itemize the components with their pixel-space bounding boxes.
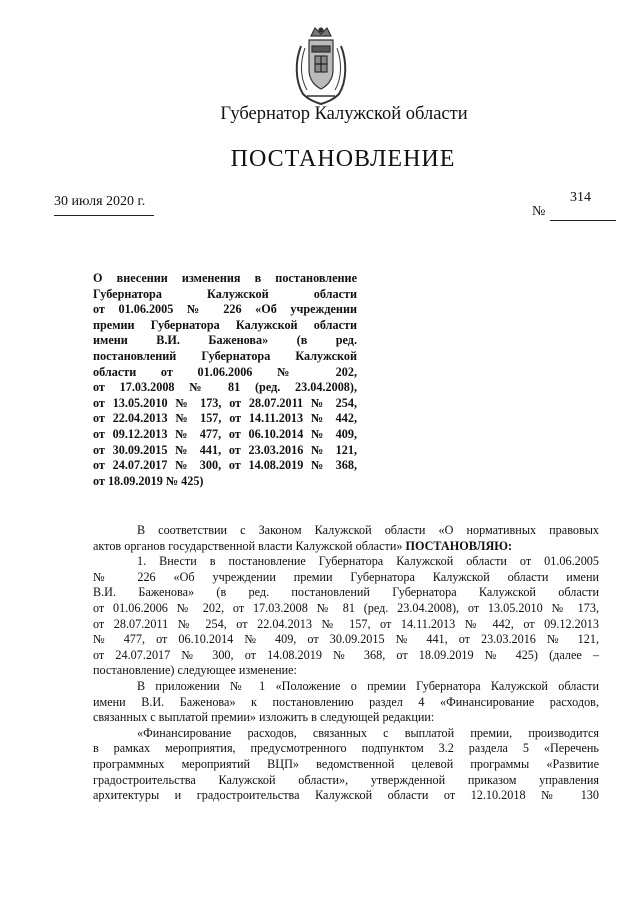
body-line-text: актов органов государственной власти Калужской области» — [93, 538, 403, 553]
subject-line: премии Губернатора Калужской области — [93, 317, 357, 332]
document-date: 30 июля 2020 г. — [54, 194, 146, 209]
document-subject — [93, 271, 357, 489]
subject-line: от 24.07.2017 № 300, от 14.08.2019 № 368, — [93, 458, 357, 473]
subject-line: имени В.И. Баженова» (в ред. — [93, 333, 357, 348]
document-type-title: ПОСТАНОВЛЕНИЕ — [230, 146, 456, 172]
subject-line: от 09.12.2013 № 477, от 06.10.2014 № 409, — [93, 426, 357, 441]
kaluga-coat-of-arms-icon — [293, 26, 349, 106]
body-line: программных мероприятий ВЦП» ведомственной целевой программы «Развитие — [93, 756, 599, 771]
body-line: градостроительства Калужской области», утвержденной приказом управления — [93, 772, 599, 787]
body-line: № 477, от 06.10.2014 № 409, от 30.09.2015 № 441, от 23.03.2016 № 121, — [93, 632, 599, 647]
number-sign: № — [532, 204, 546, 219]
body-line: архитектуры и градостроительства Калужской области от 12.10.2018 № 130 — [93, 788, 599, 803]
subject-line: области от 01.06.2006 № 202, — [93, 364, 357, 379]
body-line: «Финансирование расходов, связанных с выплатой премии, производится — [137, 725, 599, 740]
document-number: 314 — [570, 190, 591, 205]
subject-line: от 18.09.2019 № 425) — [93, 473, 204, 488]
body-line: от 28.07.2011 № 254, от 22.04.2013 № 157, от 14.11.2013 № 442, от 09.12.2013 — [93, 616, 599, 631]
subject-line: от 22.04.2013 № 157, от 14.11.2013 № 442, — [93, 411, 357, 426]
body-line: в рамках мероприятия, предусмотренного подпунктом 3.2 раздела 5 «Перечень — [93, 741, 599, 756]
subject-line: постановлений Губернатора Калужской — [93, 348, 357, 363]
subject-line: от 17.03.2008 № 81 (ред. 23.04.2008), — [93, 380, 357, 395]
body-line: № 226 «Об учреждении премии Губернатора Калужской области имени — [93, 569, 599, 584]
subject-line: Губернатора Калужской области — [93, 286, 357, 301]
subject-line: от 13.05.2010 № 173, от 28.07.2011 № 254, — [93, 395, 357, 410]
body-line: В соответствии с Законом Калужской области «О нормативных правовых — [137, 523, 599, 537]
body-line: В.И. Баженова» (в ред. постановлений Губернатора Калужской области — [93, 585, 599, 600]
document-body — [93, 523, 599, 804]
body-line: имени В.И. Баженова» к постановлению раздел 4 «Финансирование расходов, — [93, 694, 599, 709]
body-line — [93, 539, 599, 555]
number-underline — [550, 220, 616, 221]
subject-line: от 01.06.2005 № 226 «Об учреждении — [93, 302, 357, 317]
subject-line: О внесении изменения в постановление — [93, 271, 357, 285]
body-line: 1. Внести в постановление Губернатора Калужской области от 01.06.2005 — [137, 554, 599, 569]
body-line: от 01.06.2006 № 202, от 17.03.2008 № 81 (ред. 23.04.2008), от 13.05.2010 № 173, — [93, 600, 599, 615]
issuing-authority: Губернатор Калужской области — [220, 104, 468, 124]
resolve-keyword: ПОСТАНОВЛЯЮ: — [405, 538, 513, 553]
body-line: связанных с выплатой премии» изложить в следующей редакции: — [93, 710, 435, 725]
body-line: постановление) следующее изменение: — [93, 663, 297, 678]
date-underline — [54, 215, 154, 216]
body-line: от 24.07.2017 № 300, от 14.08.2019 № 368, от 18.09.2019 № 425) (далее – — [93, 647, 599, 662]
body-line: В приложении № 1 «Положение о премии Губернатора Калужской области — [137, 678, 599, 693]
subject-line: от 30.09.2015 № 441, от 23.03.2016 № 121, — [93, 442, 357, 457]
